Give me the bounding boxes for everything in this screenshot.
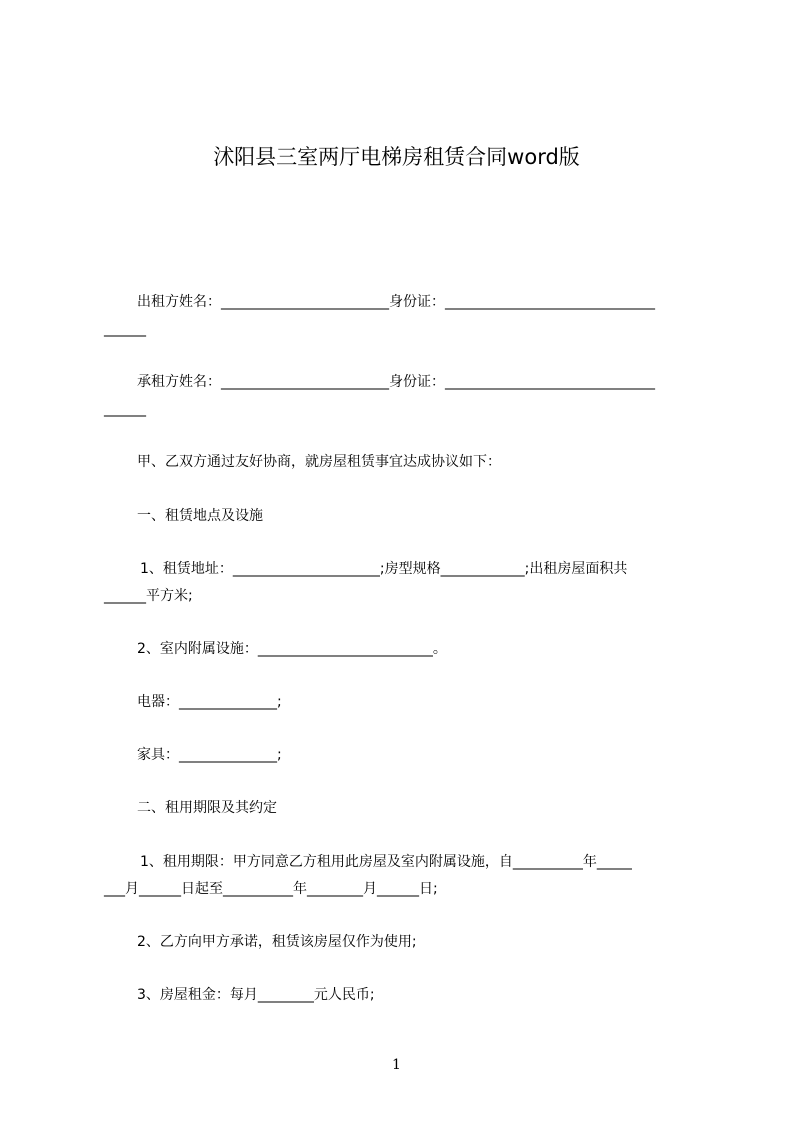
clause-1-1: 1、租赁地址：_____________________;房型规格____________;出租房屋面积共 — [140, 561, 628, 577]
intro-paragraph: 甲、乙双方通过友好协商，就房屋租赁事宜达成协议如下： — [137, 454, 501, 470]
clause-1-2: 2、室内附属设施：_________________________。 — [137, 641, 447, 657]
lessor-name-id-line: 出租方姓名：________________________身份证：______________________________ — [137, 294, 655, 310]
section-heading-2: 二、租用期限及其约定 — [137, 800, 277, 816]
clause-1-1-continuation: ______平方米; — [104, 588, 193, 604]
appliances-line: 电器：______________; — [137, 694, 282, 710]
clause-2-2: 2、乙方向甲方承诺，租赁该房屋仅作为使用; — [137, 934, 417, 950]
furniture-line: 家具：______________; — [137, 747, 282, 763]
clause-2-1: 1、租用期限：甲方同意乙方租用此房屋及室内附属设施，自__________年_____ — [140, 854, 632, 870]
lessor-id-continuation: ______ — [104, 321, 146, 337]
clause-2-1-continuation: ___月______日起至__________年________月______日; — [104, 881, 438, 897]
lessee-id-continuation: ______ — [104, 401, 146, 417]
clause-2-3: 3、房屋租金：每月________元人民币; — [137, 987, 375, 1003]
page-number: 1 — [392, 1057, 401, 1073]
document-title: 沭阳县三室两厅电梯房租赁合同word版 — [213, 145, 580, 169]
section-heading-1: 一、租赁地点及设施 — [137, 508, 263, 524]
lessee-name-id-line: 承租方姓名：________________________身份证：______________________________ — [137, 374, 655, 390]
